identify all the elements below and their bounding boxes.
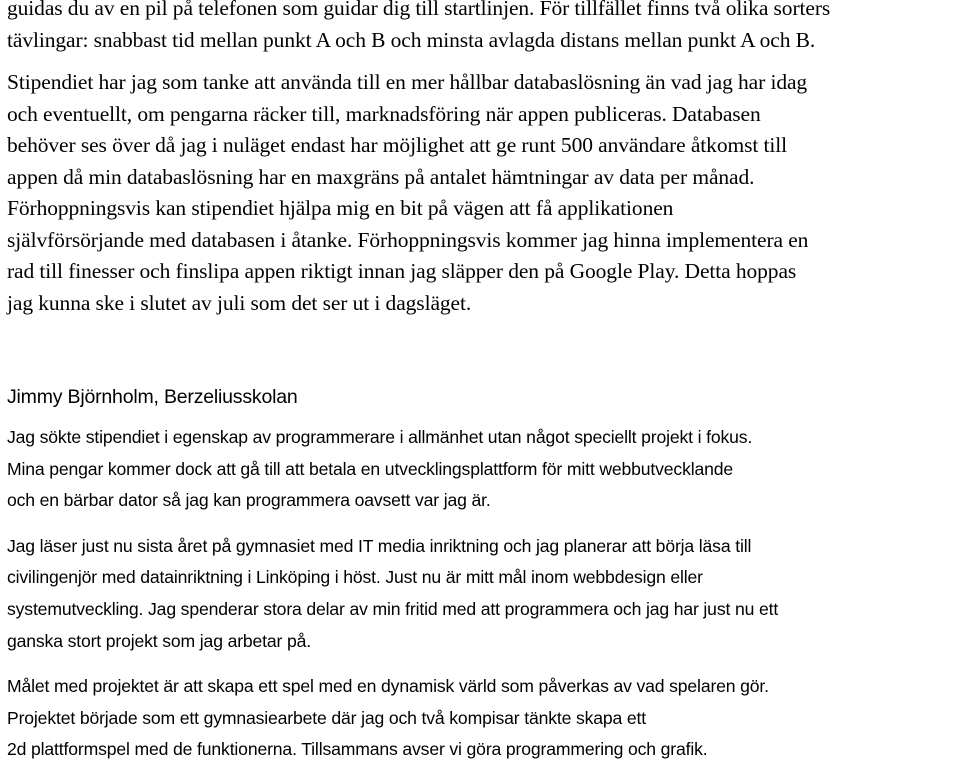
text-line: 2d plattformspel med de funktionerna. Tillsammans avser vi göra programmering och grafik.: [7, 739, 708, 760]
text-line: jag kunna ske i slutet av juli som det ser ut i dagsläget.: [7, 290, 472, 315]
text-line: Jag läser just nu sista året på gymnasiet med IT media inriktning och jag planerar att börja läsa till: [7, 535, 752, 556]
document-page: [7, 0, 957, 766]
stipend-paragraph: [7, 67, 957, 319]
text-line: och en bärbar dator så jag kan programmera oavsett var jag är.: [7, 490, 491, 511]
paragraph-3: [7, 671, 957, 766]
text-line: ganska stort projekt som jag arbetar på.: [7, 630, 312, 651]
text-line: rad till finesser och finslipa appen riktigt innan jag släpper den på Google Play. Detta hoppas: [7, 259, 797, 283]
intro-paragraph: [7, 0, 957, 56]
text-line: självförsörjande med databasen i åtanke. Förhoppningsvis kommer jag hinna implementera en: [7, 227, 809, 252]
text-line: och eventuellt, om pengarna räcker till, marknadsföring när appen publiceras. Databasen: [7, 101, 761, 126]
text-line: systemutveckling. Jag spenderar stora delar av min fritid med att programmera och jag har just nu ett: [7, 598, 779, 619]
text-line: Stipendiet har jag som tanke att använda till en mer hållbar databaslösning än vad jag har idag: [7, 70, 808, 94]
text-line: civilingenjör med datainriktning i Linköping i höst. Just nu är mitt mål inom webbdesign eller: [7, 567, 703, 588]
text-line: behöver ses över då jag i nuläget endast har möjlighet att ge runt 500 användare åtkomst till: [7, 133, 787, 157]
text-line: guidas du av en pil på telefonen som guidar dig till startlinjen. För tillfället finns två olika sorters: [7, 0, 831, 20]
paragraph-1: [7, 422, 957, 517]
text-line: tävlingar: snabbast tid mellan punkt A och B och minsta avlagda distans mellan punkt A och B.: [7, 27, 816, 52]
section-heading: Jimmy Björnholm, Berzeliusskolan: [7, 386, 298, 408]
text-line: Jag sökte stipendiet i egenskap av programmerare i allmänhet utan något speciellt projekt i fokus.: [7, 427, 753, 447]
text-line: appen då min databaslösning har en maxgräns på antalet hämtningar av data per månad.: [7, 164, 755, 189]
text-line: Mina pengar kommer dock att gå till att betala en utvecklingsplattform för mitt webbutvecklande: [7, 458, 734, 479]
text-line: Projektet började som ett gymnasiearbete där jag och två kompisar tänkte skapa ett: [7, 707, 647, 728]
paragraph-2: [7, 531, 957, 657]
text-line: Målet med projektet är att skapa ett spel med en dynamisk värld som påverkas av vad spelaren gör.: [7, 676, 769, 697]
text-line: Förhoppningsvis kan stipendiet hjälpa mig en bit på vägen att få applikationen: [7, 196, 674, 220]
